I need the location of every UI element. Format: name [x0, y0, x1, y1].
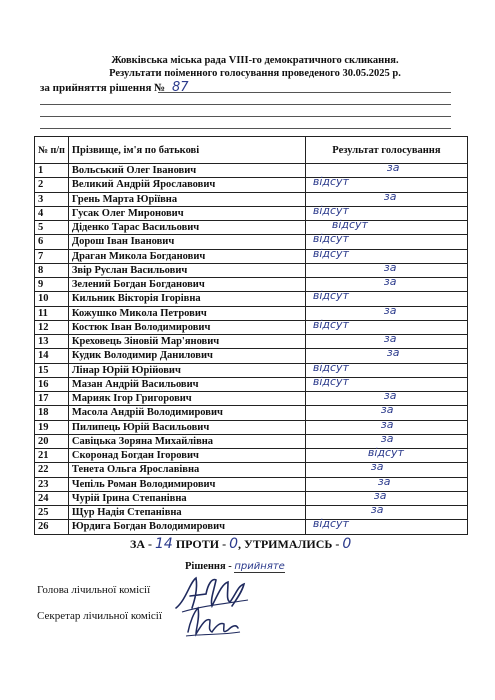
row-number: 23	[35, 477, 69, 491]
resolution-value: прийняте	[234, 561, 285, 572]
table-row	[35, 363, 468, 377]
deputy-name: Костюк Іван Володимирович	[68, 320, 305, 334]
row-number: 1	[35, 164, 69, 178]
totals-for-value: 14	[155, 536, 173, 552]
table-row	[35, 278, 468, 292]
deputy-name: Тенета Ольга Ярославівна	[68, 463, 305, 477]
table-row	[35, 349, 468, 363]
column-header-result: Результат голосування	[305, 137, 467, 164]
decision-label: за прийняття рішення №	[40, 82, 166, 94]
row-number: 11	[35, 306, 69, 320]
row-number: 4	[35, 206, 69, 220]
table-row	[35, 463, 468, 477]
row-number: 14	[35, 349, 69, 363]
row-number: 22	[35, 463, 69, 477]
vote-result: відсут	[312, 317, 349, 331]
vote-result: відсут	[312, 517, 349, 531]
row-number: 5	[35, 221, 69, 235]
vote-result: відсут	[367, 446, 404, 459]
document-header	[60, 54, 450, 80]
table-row	[35, 420, 468, 434]
vote-result: відсут	[312, 374, 349, 388]
column-header-number: № п/п	[35, 137, 69, 164]
totals-against-value: 0	[229, 536, 239, 552]
table-row	[35, 263, 468, 277]
vote-result: за	[383, 389, 397, 402]
vote-result: за	[380, 431, 394, 445]
table-row	[35, 249, 468, 263]
vote-result: відсут	[312, 246, 349, 260]
vote-result: за	[386, 161, 400, 174]
deputy-name: Лінар Юрій Юрійович	[68, 363, 305, 377]
table-row	[35, 164, 468, 178]
vote-result: за	[373, 488, 387, 502]
vote-result: відсут	[312, 289, 349, 303]
table-row	[35, 192, 468, 206]
deputy-name: Вольський Олег Іванович	[68, 164, 305, 178]
row-number: 21	[35, 449, 69, 463]
vote-result-cell	[305, 203, 467, 220]
table-row	[35, 392, 468, 406]
row-number: 15	[35, 363, 69, 377]
deputy-name: Чепіль Роман Володимирович	[68, 477, 305, 491]
vote-table	[34, 136, 468, 535]
vote-result: за	[386, 346, 400, 360]
deputy-name: Драган Микола Богданович	[68, 249, 305, 263]
row-number: 3	[35, 192, 69, 206]
chair-label: Голова лічильної комісії	[37, 584, 151, 596]
vote-result: за	[377, 474, 391, 488]
row-number: 25	[35, 506, 69, 520]
vote-result: за	[383, 260, 397, 274]
decision-number: 87	[171, 80, 189, 95]
deputy-name: Дорош Іван Іванович	[68, 235, 305, 249]
deputy-name: Масола Андрій Володимирович	[68, 406, 305, 420]
vote-result-cell	[305, 517, 467, 534]
vote-result: відсут	[312, 175, 349, 189]
column-header-name: Прізвище, ім'я по батькові	[68, 137, 305, 164]
vote-result: за	[383, 303, 397, 317]
decision-underline	[158, 92, 451, 93]
vote-result: за	[370, 503, 384, 516]
ruled-line	[40, 128, 451, 129]
vote-result: відсут	[312, 360, 349, 374]
deputy-name: Гусак Олег Миронович	[68, 206, 305, 220]
totals-against-label: ПРОТИ -	[175, 537, 227, 551]
totals-abstain-label: УТРИМАЛИСЬ -	[244, 537, 340, 551]
deputy-name: Великий Андрій Ярославович	[68, 178, 305, 192]
deputy-name: Марияк Ігор Григорович	[68, 392, 305, 406]
deputy-name: Кожушко Микола Петрович	[68, 306, 305, 320]
ruled-line	[40, 116, 451, 117]
deputy-name: Креховець Зіновій Мар'янович	[68, 335, 305, 349]
deputy-name: Зелений Богдан Богданович	[68, 278, 305, 292]
row-number: 2	[35, 178, 69, 192]
deputy-name: Скоронад Богдан Ігорович	[68, 449, 305, 463]
row-number: 8	[35, 263, 69, 277]
table-row	[35, 506, 468, 520]
vote-totals: ЗА - 14 ПРОТИ - 0, УТРИМАЛИСЬ - 0	[130, 536, 352, 552]
row-number: 24	[35, 491, 69, 505]
table-header-row	[35, 137, 468, 164]
row-number: 18	[35, 406, 69, 420]
vote-result: за	[380, 403, 394, 417]
row-number: 6	[35, 235, 69, 249]
deputy-name: Щур Надія Степанівна	[68, 506, 305, 520]
table-row	[35, 178, 468, 192]
table-row	[35, 206, 468, 220]
secretary-signature	[182, 602, 242, 640]
council-title: Жовківська міська рада VIII-го демократичного скликання.	[111, 55, 399, 66]
resolution-label: Рішення -	[185, 561, 232, 572]
row-number: 17	[35, 392, 69, 406]
row-number: 19	[35, 420, 69, 434]
totals-for-label: ЗА -	[130, 537, 152, 551]
row-number: 16	[35, 377, 69, 391]
deputy-name: Пилипець Юрій Васильович	[68, 420, 305, 434]
deputy-name: Грень Марта Юріївна	[68, 192, 305, 206]
table-row	[35, 221, 468, 235]
vote-result-cell	[305, 488, 467, 505]
table-row	[35, 235, 468, 249]
vote-result-cell	[305, 446, 467, 463]
deputy-name: Мазан Андрій Васильович	[68, 377, 305, 391]
table-row	[35, 520, 468, 534]
deputy-name: Савіцька Зоряна Михайлівна	[68, 434, 305, 448]
vote-result: відсут	[312, 203, 349, 217]
vote-result: за	[383, 189, 397, 203]
secretary-label: Секретар лічильної комісії	[37, 610, 162, 622]
table-row	[35, 477, 468, 491]
vote-result: відсут	[312, 232, 349, 246]
deputy-name: Кильник Вікторія Ігорівна	[68, 292, 305, 306]
table-row	[35, 306, 468, 320]
table-row	[35, 491, 468, 505]
deputy-name: Діденко Тарас Васильович	[68, 221, 305, 235]
table-row	[35, 320, 468, 334]
row-number: 12	[35, 320, 69, 334]
row-number: 13	[35, 335, 69, 349]
table-row	[35, 335, 468, 349]
table-row	[35, 449, 468, 463]
vote-result: за	[370, 460, 384, 474]
vote-results-title: Результати поіменного голосування проведеного 30.05.2025 р.	[109, 68, 401, 79]
row-number: 7	[35, 249, 69, 263]
row-number: 9	[35, 278, 69, 292]
totals-abstain-value: 0	[342, 536, 352, 552]
vote-result: відсут	[331, 218, 368, 231]
vote-result: за	[380, 417, 394, 431]
deputy-name: Звір Руслан Васильович	[68, 263, 305, 277]
row-number: 10	[35, 292, 69, 306]
deputy-name: Кудик Володимир Данилович	[68, 349, 305, 363]
deputy-name: Чурій Ірина Степанівна	[68, 491, 305, 505]
vote-result: за	[383, 275, 397, 288]
row-number: 26	[35, 520, 69, 534]
table-row	[35, 406, 468, 420]
table-row	[35, 377, 468, 391]
row-number: 20	[35, 434, 69, 448]
vote-result: за	[383, 332, 397, 345]
deputy-name: Юрдига Богдан Володимирович	[68, 520, 305, 534]
table-row	[35, 292, 468, 306]
ruled-line	[40, 104, 451, 105]
